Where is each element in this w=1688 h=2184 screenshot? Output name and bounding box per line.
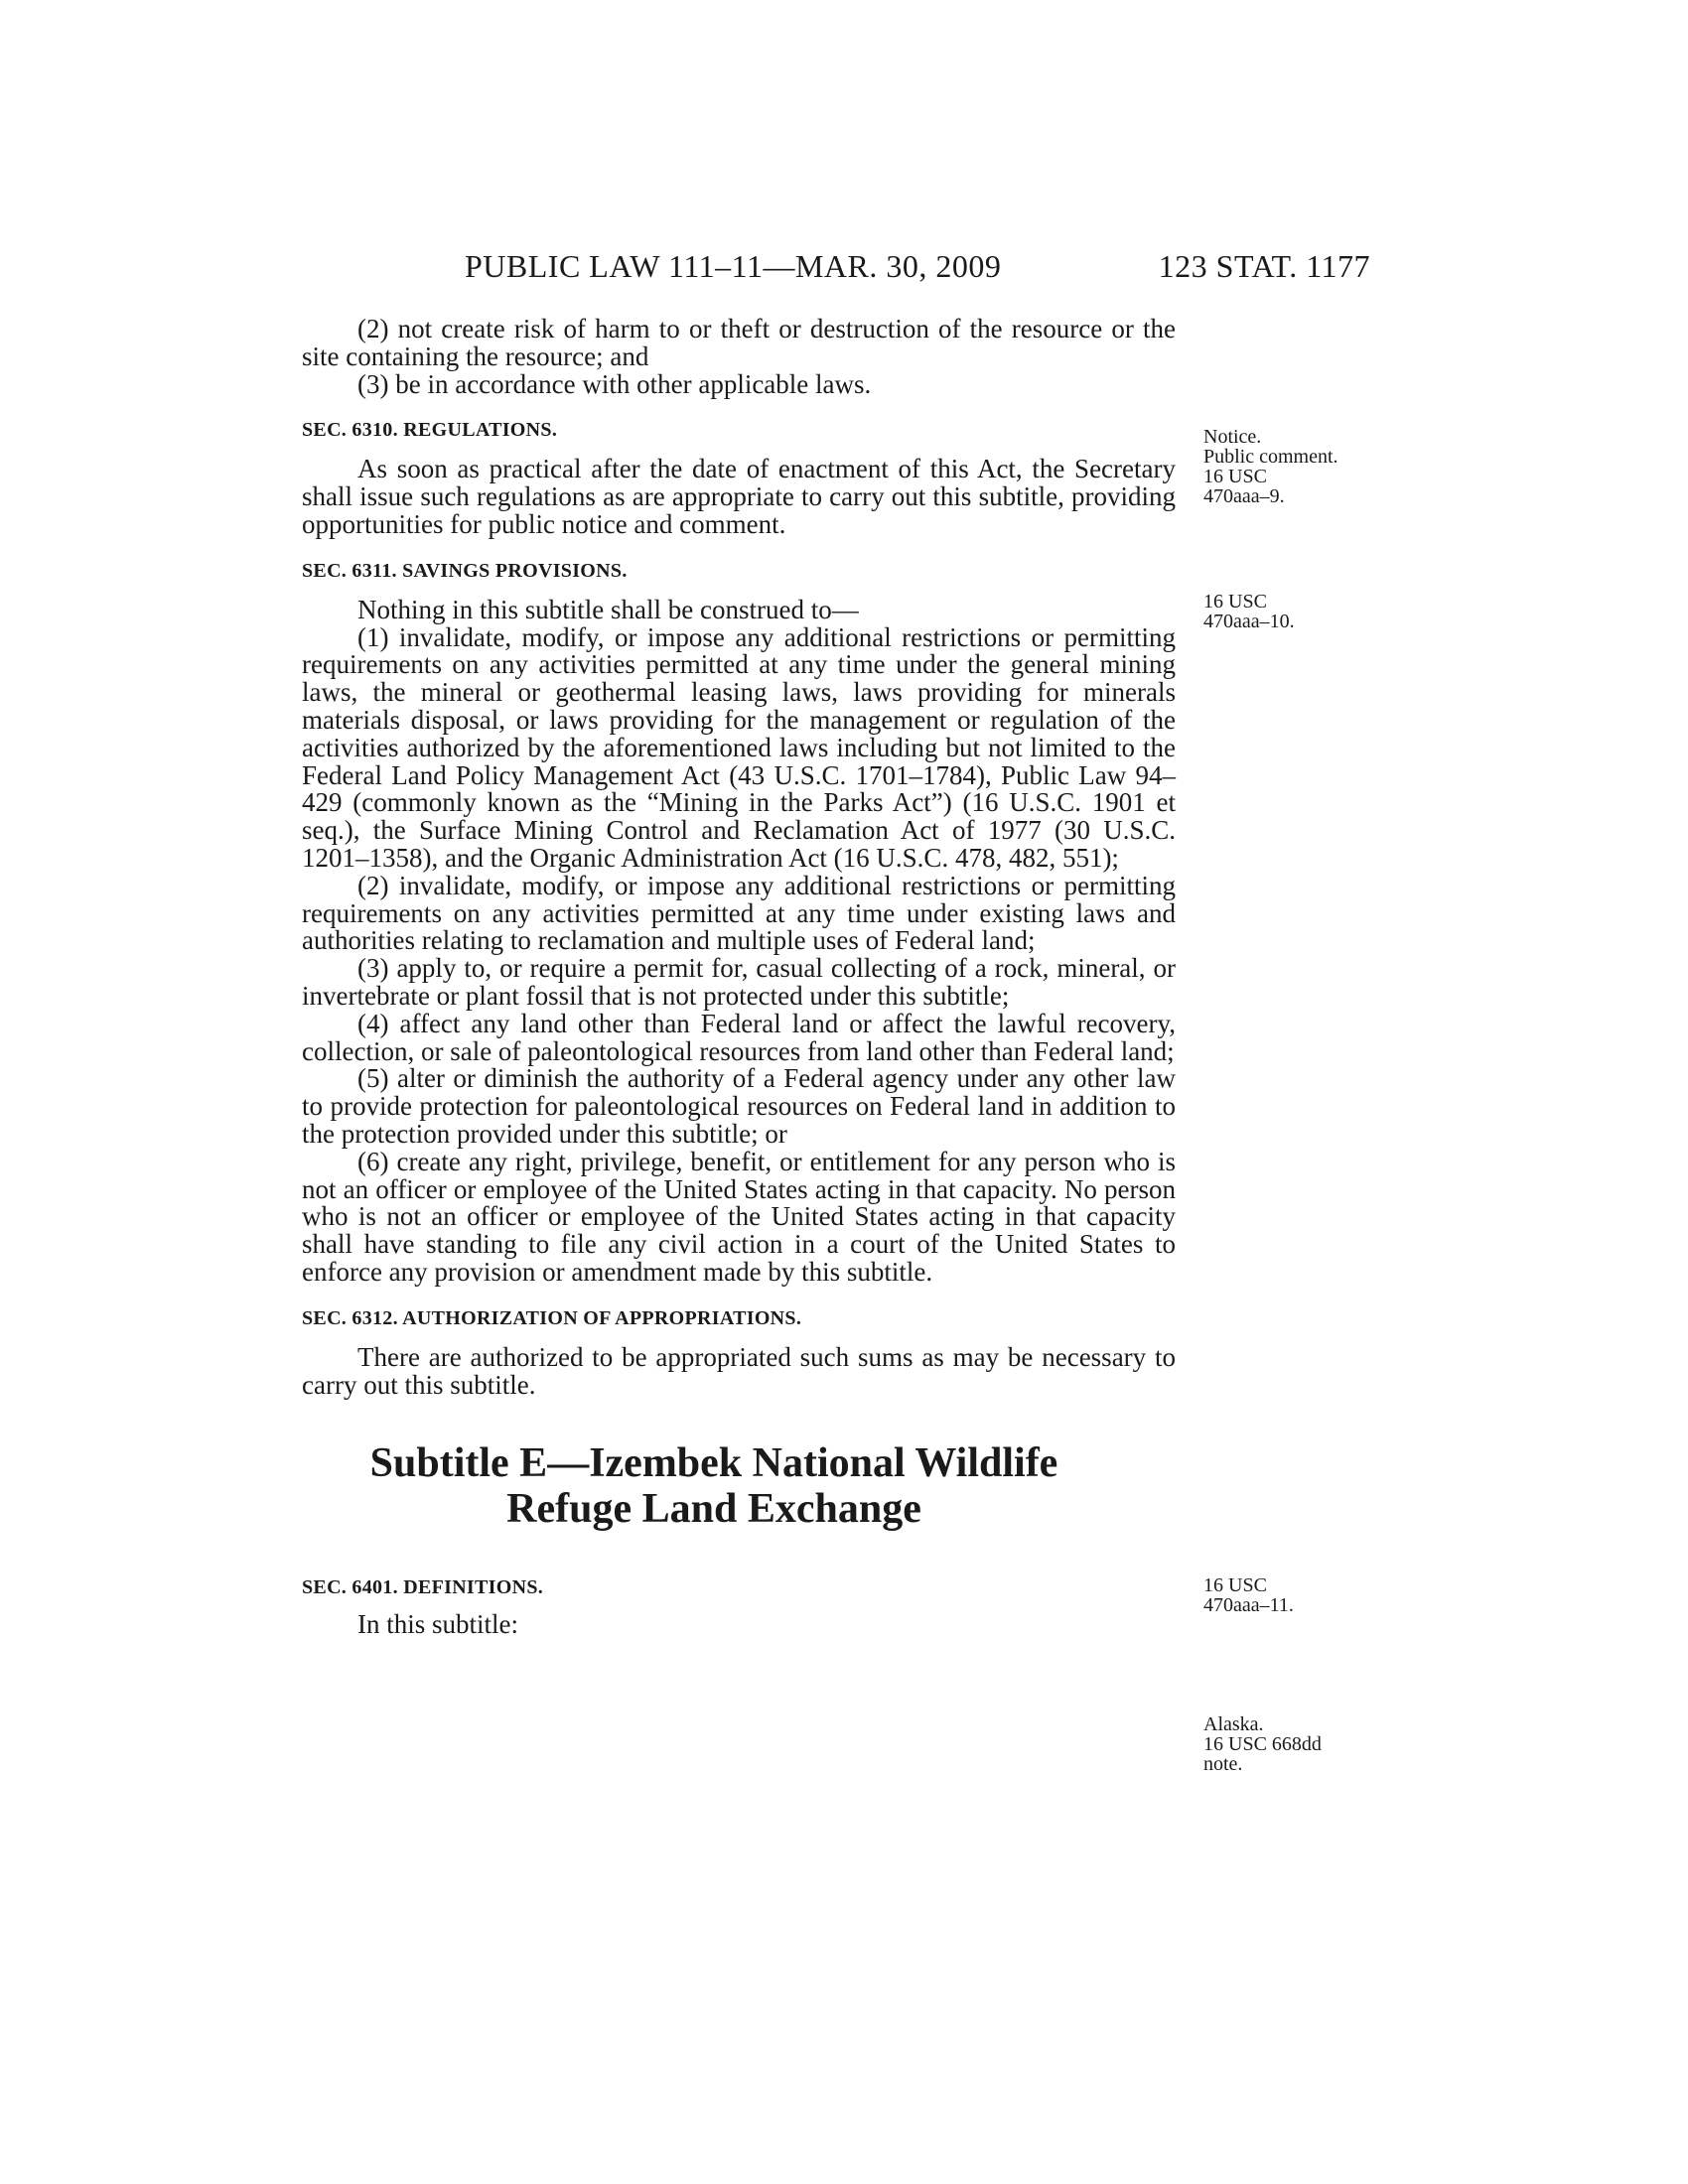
margin-note-line: 16 USC [1203,1574,1267,1596]
sec-6311-item-4: (4) affect any land other than Federal land or affect the lawful recovery, collection, or sale of paleontological resources from land other than Federal land; [302,1008,1176,1066]
sec-6310-heading: SEC. 6310. REGULATIONS. [302,419,558,442]
margin-note-line: note. [1203,1753,1243,1775]
sec-6311-item-1: (1) invalidate, modify, or impose any additional restrictions or permitting requirements on any activities permitted at any time under the general mining laws, the mineral or geothermal leasing laws, laws providing for minerals materials disposal, or laws providing for the management or regulation of the activities authorized by the aforementioned laws including but not limited to the Federal Land Policy Management Act (43 U.S.C. 1701–1784), Public Law 94–429 (commonly known as the “Mining in the Parks Act”) (16 U.S.C. 1901 et seq.), the Surface Mining Control and Reclamation Act of 1977 (30 U.S.C. 1201–1358), and the Organic Administration Act (16 U.S.C. 478, 482, 551); [302,621,1176,873]
intro-item-3: (3) be in accordance with other applicable laws. [357,368,872,399]
sec-6311-item-6: (6) create any right, privilege, benefit, or entitlement for any person who is not an officer or employee of the United States acting in that capacity. No person who is not an officer or employee of the United States acting in that capacity shall have standing to file any civil action in a court of the United States to enforce any provision or amendment made by this subtitle. [302,1146,1176,1287]
margin-note-line: 470aaa–9. [1203,485,1285,507]
margin-note-line: Alaska. [1203,1713,1264,1735]
margin-note-sec-6310 [1203,427,1402,506]
subtitle-e-line-1: Subtitle E—Izembek National Wildlife [369,1440,1058,1487]
sec-6311-heading: SEC. 6311. SAVINGS PROVISIONS. [302,559,628,582]
margin-note-line: 470aaa–10. [1203,611,1295,632]
sec-6310-text: As soon as practical after the date of enactment of this Act, the Secretary shall issue such regulations as are appropriate to carry out this subtitle, providing opportunities for public notice and comment. [302,454,1176,539]
margin-note-sec-6311 [1203,592,1402,631]
margin-note-line: 470aaa–11. [1203,1594,1294,1616]
margin-note-line: 16 USC 668dd [1203,1733,1322,1755]
intro-item-2: (2) not create risk of harm to or theft or destruction of the resource or the site containing the resource; and [302,314,1176,371]
sec-6312-heading: SEC. 6312. AUTHORIZATION OF APPROPRIATIONS. [302,1306,802,1329]
margin-note-subtitle-e [1203,1714,1402,1774]
sec-6311-item-2: (2) invalidate, modify, or impose any additional restrictions or permitting requirements on any activities permitted at any time under existing laws and authorities relating to reclamation and multiple uses of Federal land; [302,870,1176,956]
margin-note-line: Notice. [1203,426,1262,448]
margin-note-line: 16 USC [1203,591,1267,613]
sec-6311-item-3: (3) apply to, or require a permit for, casual collecting of a rock, mineral, or invertebrate or plant fossil that is not protected under this subtitle; [302,953,1176,1011]
margin-note-line: Public comment. [1203,446,1338,468]
margin-note-line: 16 USC [1203,466,1267,487]
sec-6311-item-5: (5) alter or diminish the authority of a Federal agency under any other law to provide protection for paleontological resources on Federal land in addition to the protection provided under this subtitle; or [302,1063,1176,1149]
sec-6401-heading: SEC. 6401. DEFINITIONS. [302,1576,544,1599]
margin-note-sec-6312 [1203,1575,1402,1615]
sec-6401-text: In this subtitle: [357,1609,518,1640]
sec-6312-text: There are authorized to be appropriated such sums as may be necessary to carry out this subtitle. [302,1341,1176,1400]
subtitle-e-heading [302,1440,1126,1532]
subtitle-e-line-2: Refuge Land Exchange [506,1486,921,1533]
sec-6311-lead: Nothing in this subtitle shall be construed to— [357,594,859,624]
page-header-citation: PUBLIC LAW 111–11—MAR. 30, 2009 [465,248,1002,284]
document-body [302,316,1176,1639]
page-header-stat: 123 STAT. 1177 [1158,248,1370,284]
